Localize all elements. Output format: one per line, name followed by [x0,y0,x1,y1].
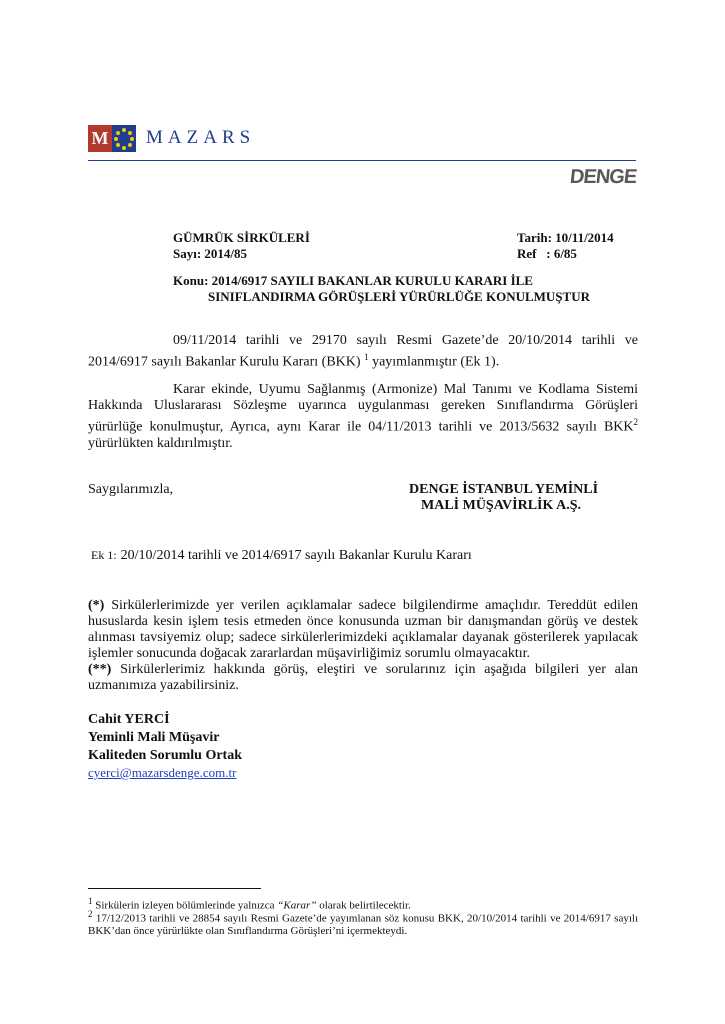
footnote-1-text: Sirkülerin izleyen bölümlerinde yalnızca [95,899,275,912]
disclaimer [88,598,638,694]
footnote-ref-2: 2 [633,417,638,427]
footnote-2-text: 17/12/2013 tarihli ve 28854 sayılı Resmi Gazete’de yayımlanan söz konusu BKK, 20/10/2014 tarihli ve 2014/6917 sayılı BKK’dan önce yürürlükte olan Sınıflandırma Görüşleri’ni içermekteydi. [88,912,639,938]
contact-email-link[interactable]: cyerci@mazarsdenge.com.tr [88,765,237,780]
circular-ref: Ref : 6/85 [517,246,577,261]
footnote-rule [88,888,261,889]
denge-logo: DENGE [568,166,638,188]
circular-number: Sayı: 2014/85 [173,246,248,261]
attachment-text: 20/10/2014 tarihli ve 2014/6917 sayılı Bakanlar Kurulu Kararı [120,548,472,563]
footnote-2-number: 2 [88,909,93,919]
contact-title-2: Kaliteden Sorumlu Ortak [88,748,243,763]
subject-line-1: Konu: 2014/6917 SAYILI BAKANLAR KURULU KARARI İLE [173,273,533,288]
contact-name: Cahit YERCİ [88,712,170,727]
footnote-1-quote: “Karar” [277,899,317,912]
greeting: Saygılarımızla, [88,482,174,497]
eu-stars-icon [112,125,136,152]
paragraph-2 [88,382,638,452]
paragraph-1-text: 09/11/2014 tarihli ve 29170 sayılı Resmi Gazete’de 20/10/2014 tarihli ve 2014/6917 sayılı Bakanlar Kurulu Kararı (BKK) [88,333,638,370]
disclaimer-text-1: Sirkülerlerimizde yer verilen açıklamalar sadece bilgilendirme amaçlıdır. Tereddüt edilen hususlarda kesin işlem tesis etmeden önce konusunda uzman bir danışmandan görüş ve destek alınması tavsiyemiz olup; sadece sirkülerlerimizdeki açıklamalar dayanak gösterilerek yapılacak işlemler sonucunda doğacak zararlardan müşavirliğimiz sorumlu olmayacaktır. [88,598,638,661]
logo-mark: M [88,125,112,152]
footnote-1-number: 1 [88,896,93,906]
firm-name-line-1: DENGE İSTANBUL YEMİNLİ [409,482,599,497]
subject-line-2: SINIFLANDIRMA GÖRÜŞLERİ YÜRÜRLÜĞE KONULMUŞTUR [208,289,590,304]
disclaimer-mark-1: (*) [88,598,105,613]
circular-date: Tarih: 10/11/2014 [517,230,614,245]
logo-brand: MAZARS [146,127,256,148]
disclaimer-text-2: Sirkülerlerimiz hakkında görüş, eleştiri ve sorularınız için aşağıda bilgileri yer alan uzmanımıza yazabilirsiniz. [88,662,639,693]
footnote-2 [88,908,638,938]
header-rule [88,160,636,161]
mazars-logo [88,124,255,152]
paragraph-1 [88,333,638,371]
attachment-note [91,546,472,564]
footnote-ref-1: 1 [364,352,369,362]
contact-title-1: Yeminli Mali Müşavir [88,730,220,745]
paragraph-2-text: Karar ekinde, Uyumu Sağlanmış (Armonize) Mal Tanımı ve Kodlama Sistemi Hakkında Uluslararası Sözleşme uyarınca uygulanması gereken Sınıflandırma Görüşleri yürürlüğe konulmuştur, Ayrıca, aynı Karar ile 04/11/2013 tarihli ve 2013/5632 sayılı BKK [88,382,638,435]
attachment-label: Ek 1: [91,548,117,562]
paragraph-2-text-after: yürürlükten kaldırılmıştır. [88,435,233,451]
disclaimer-mark-2: (**) [88,662,112,677]
paragraph-1-text-after: yayımlanmıştır (Ek 1). [372,354,500,370]
firm-name-line-2: MALİ MÜŞAVİRLİK A.Ş. [421,498,581,513]
footnote-1-text-after: olarak belirtilecektir. [319,899,411,912]
circular-title: GÜMRÜK SİRKÜLERİ [173,230,310,245]
